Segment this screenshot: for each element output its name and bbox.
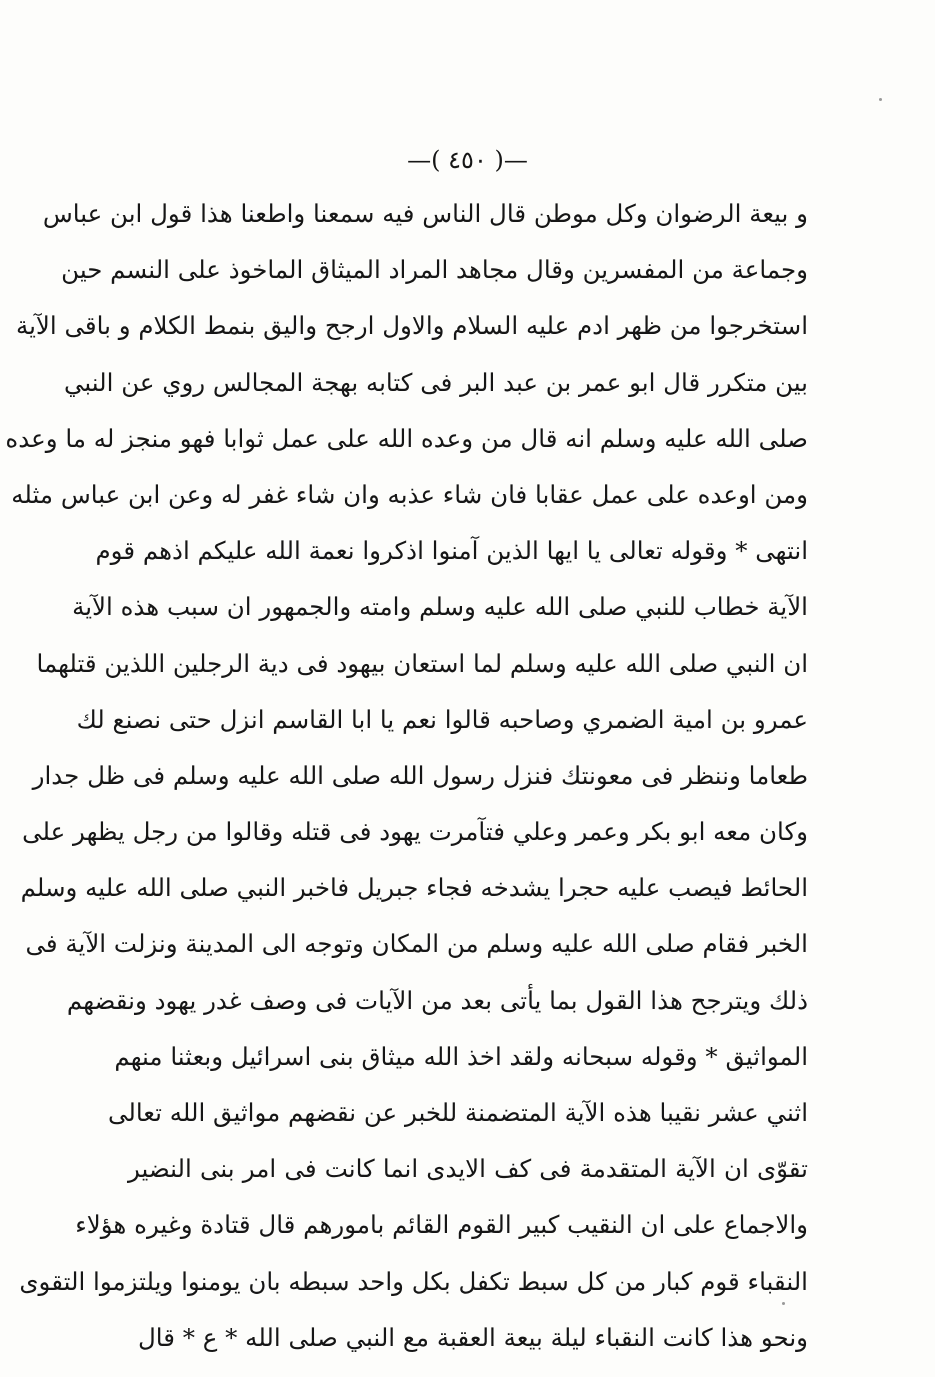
text-line: اثني عشر نقيبا هذه الآية المتضمنة للخبر عن نقضهم مواثيق الله تعالى [107,1098,808,1127]
text-line: الحائط فيصب عليه حجرا يشدخه فجاء جبريل فاخبر النبي صلى الله عليه وسلم [20,873,808,903]
text-line: ان النبي صلى الله عليه وسلم لما استعان بيهود فى دية الرجلين اللذين قتلهما [36,648,808,678]
text-line: تقوّى ان الآية المتقدمة فى كف الايدى انما كانت فى امر بنى النضير [128,1154,808,1184]
text-line: بين متكرر قال ابو عمر بن عبد البر فى كتابه بهجة المجالس روي عن النبي [63,367,808,397]
text-line: صلى الله عليه وسلم انه قال من وعده الله على عمل ثوابا فهو منجز له ما وعده [5,423,808,453]
scan-speck [879,98,882,101]
text-line: النقباء قوم كبار من كل سبط تكفل بكل واحد سبطه بان يومنوا ويلتزموا التقوى [19,1266,808,1296]
text-line: وكان معه ابو بكر وعمر وعلي فتآمرت يهود فى قتله وقالوا من رجل يظهر على [22,817,808,847]
text-line: وجماعة من المفسرين وقال مجاهد المراد الميثاق الماخوذ على النسم حين [61,255,808,285]
text-line: استخرجوا من ظهر ادم عليه السلام والاول ارجح واليق بنمط الكلام و باقى الآية [15,311,808,341]
text-line: ذلك ويترجح هذا القول بما يأتى بعد من الآيات فى وصف غدر يهود ونقضهم [66,985,808,1015]
text-line: طعاما وننظر فى معونتك فنزل رسول الله صلى الله عليه وسلم فى ظل جدار [32,760,808,790]
scan-speck [782,1302,785,1305]
text-line: الخبر فقام صلى الله عليه وسلم من المكان وتوجه الى المدينة ونزلت الآية فى [25,929,808,959]
page-text-body [5,186,808,1366]
text-line: الآية خطاب للنبي صلى الله عليه وسلم وامته والجمهور ان سبب هذه الآية [72,592,808,622]
page-number: —( ٤٥٠ )— [407,146,528,174]
text-line: ومن اوعده على عمل عقابا فان شاء عذبه وان شاء غفر له وعن ابن عباس مثله [11,479,808,509]
text-line: انتهى * وقوله تعالى يا ايها الذين آمنوا اذكروا نعمة الله عليكم اذهم قوم [95,536,808,566]
text-line: و بيعة الرضوان وكل موطن قال الناس فيه سمعنا واطعنا هذا قول ابن عباس [42,199,808,228]
text-line: والاجماع على ان النقيب كبير القوم القائم بامورهم قال قتادة وغيره هؤلاء [75,1210,808,1240]
text-line: المواثيق * وقوله سبحانه ولقد اخذ الله ميثاق بنى اسرائيل وبعثنا منهم [114,1041,808,1071]
text-line: عمرو بن امية الضمري وصاحبه قالوا نعم يا ابا القاسم انزل حتى نصنع لك [76,704,808,734]
text-line-last: ونحو هذا كانت النقباء ليلة بيعة العقبة مع النبي صلى الله * ع * قال [137,1322,808,1352]
